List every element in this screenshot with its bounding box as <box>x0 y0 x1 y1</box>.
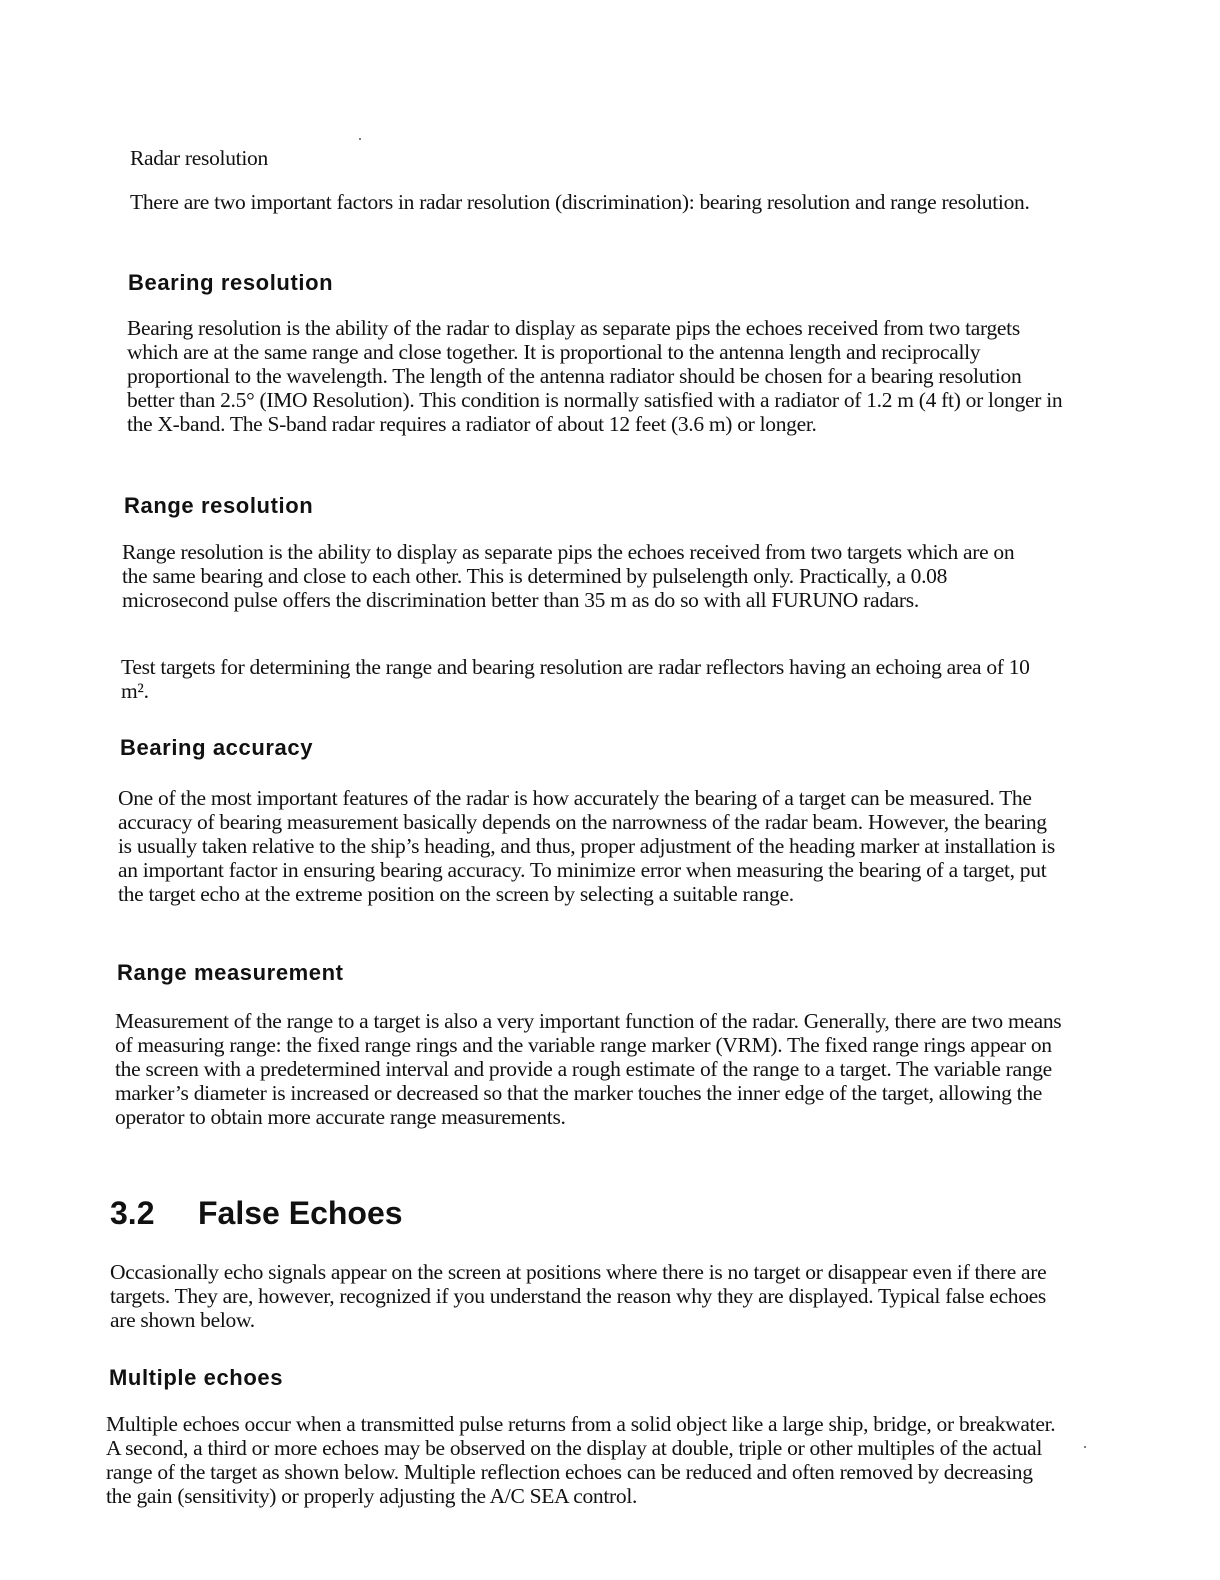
chapter-title: False Echoes <box>198 1195 403 1231</box>
paragraph-false-echoes-intro: Occasionally echo signals appear on the screen at positions where there is no target or disappear even if there are targets. They are, however, recognized if you understand the reason why they are displayed. Typical false echoes are shown below. <box>110 1260 1047 1332</box>
paragraph-bearing-resolution: Bearing resolution is the ability of the radar to display as separate pips the echoes received from two targets which are at the same range and close together. It is proportional to the antenna length and reciprocally proportional to the wavelength. The length of the antenna radiator should be chosen for a bearing resolution better than 2.5° (IMO Resolution). This condition is normally satisfied with a radiator of 1.2 m (4 ft) or longer in the X-band. The S-band radar requires a radiator of about 12 feet (3.6 m) or longer. <box>127 316 1063 436</box>
paragraph-test-targets: Test targets for determining the range and bearing resolution are radar reflectors having an echoing area of 10 m². <box>121 655 1030 703</box>
section-heading-bearing-resolution: Bearing resolution <box>128 270 334 295</box>
paragraph-range-resolution: Range resolution is the ability to display as separate pips the echoes received from two targets which are on the same bearing and close to each other. This is determined by pulselength only. Practically, a 0.08 microsecond pulse offers the discrimination better than 35 m as do so with all FURUNO radars. <box>122 540 1015 612</box>
section-heading-range-measurement: Range measurement <box>117 960 344 985</box>
section-heading-multiple-echoes: Multiple echoes <box>109 1365 284 1390</box>
section-heading-bearing-accuracy: Bearing accuracy <box>120 735 314 760</box>
scan-speck <box>359 138 361 140</box>
intro-paragraph: There are two important factors in radar resolution (discrimination): bearing resolution and range resolution. <box>130 190 1030 214</box>
paragraph-bearing-accuracy: One of the most important features of the radar is how accurately the bearing of a target can be measured. The accuracy of bearing measurement basically depends on the narrowness of the radar beam. However, the bearing is usually taken relative to the ship’s heading, and thus, proper adjustment of the heading marker at installation is an important factor in ensuring bearing accuracy. To minimize error when measuring the bearing of a target, put the target echo at the extreme position on the screen by selecting a suitable range. <box>118 786 1055 906</box>
intro-heading: Radar resolution <box>130 146 268 170</box>
paragraph-range-measurement: Measurement of the range to a target is also a very important function of the radar. Generally, there are two means of measuring range: the fixed range rings and the variable range marker (VRM). The fixed range rings appear on the screen with a predetermined interval and provide a rough estimate of the range to a target. The variable range marker’s diameter is increased or decreased so that the marker touches the inner edge of the target, allowing the operator to obtain more accurate range measurements. <box>115 1009 1062 1129</box>
chapter-number: 3.2 <box>110 1195 155 1231</box>
scan-speck <box>1084 1446 1086 1448</box>
paragraph-multiple-echoes: Multiple echoes occur when a transmitted pulse returns from a solid object like a large ship, bridge, or breakwater. A second, a third or more echoes may be observed on the display at double, triple or other multiples of the actual range of the target as shown below. Multiple reflection echoes can be reduced and often removed by decreasing the gain (sensitivity) or properly adjusting the A/C SEA control. <box>106 1412 1056 1508</box>
chapter-heading <box>110 1194 403 1232</box>
section-heading-range-resolution: Range resolution <box>124 493 314 518</box>
